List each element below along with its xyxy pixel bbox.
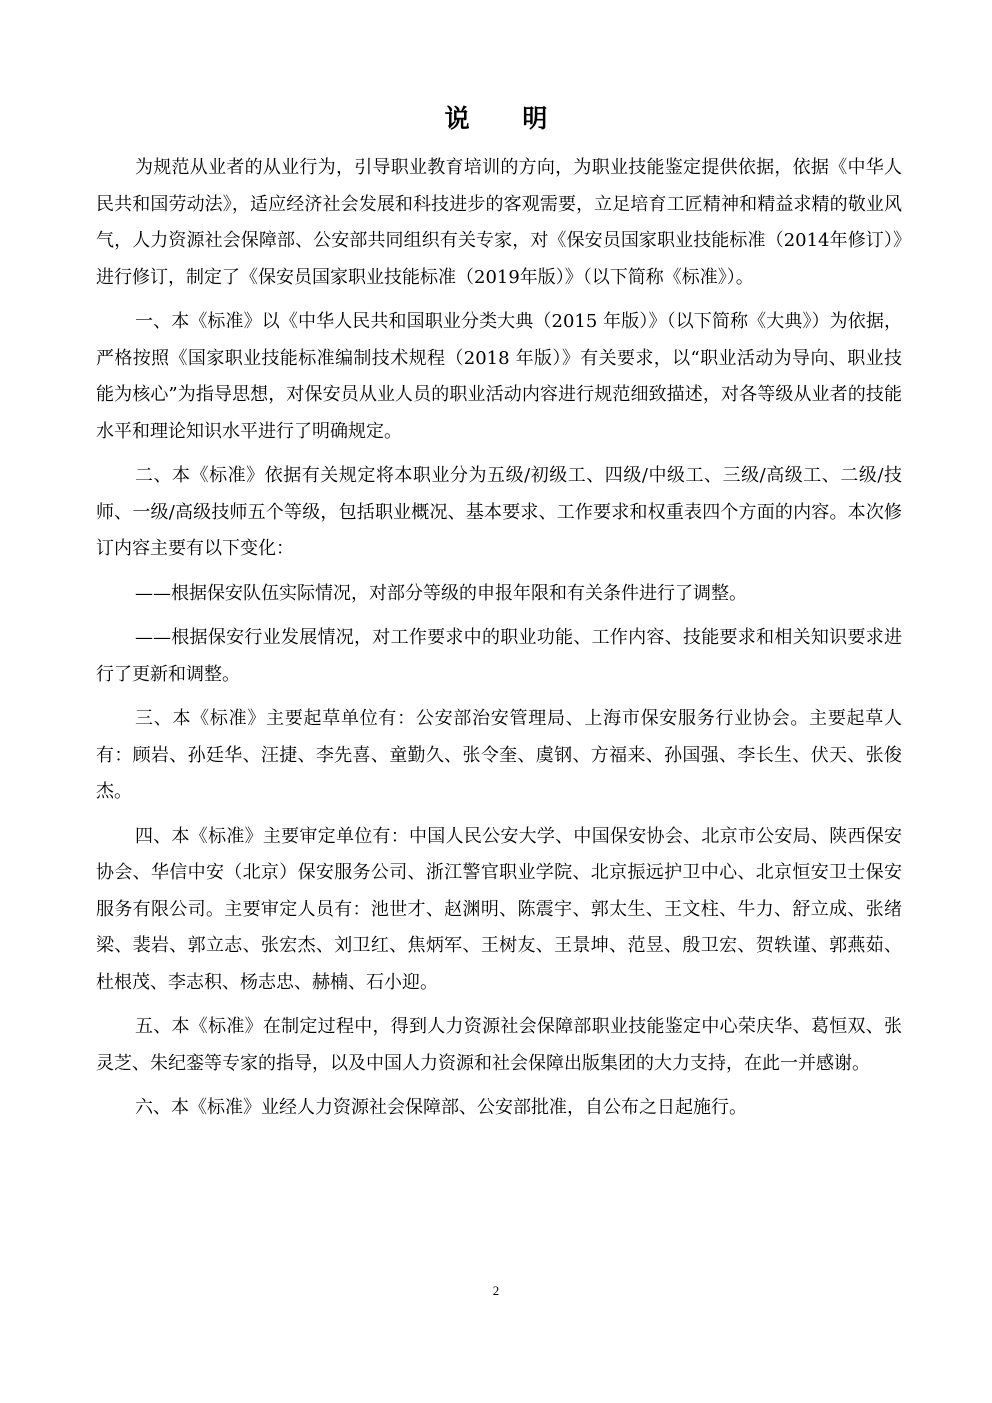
section-two-paragraph: 二、本《标准》依据有关规定将本职业分为五级/初级工、四级/中级工、三级/高级工、二级/技师、一级/高级技师五个等级，包括职业概况、基本要求、工作要求和权重表四个方面的内容。本次修订内容主要有以下变化：: [96, 465, 902, 559]
intro-paragraph: 为规范从业者的从业行为，引导职业教育培训的方向，为职业技能鉴定提供依据，依据《中华人民共和国劳动法》，适应经济社会发展和科技进步的客观需要，立足培育工匠精神和精益求精的敬业风气，人力资源社会保障部、公安部共同组织有关专家，对《保安员国家职业技能标准（2014年修订）》进行修订，制定了《保安员国家职业技能标准（2019年版）》（以下简称《标准》）。: [96, 157, 902, 288]
change-item-1: ——根据保安队伍实际情况，对部分等级的申报年限和有关条件进行了调整。: [135, 582, 747, 604]
section-six-paragraph: 六、本《标准》业经人力资源社会保障部、公安部批准，自公布之日起施行。: [135, 1097, 747, 1118]
section-five-paragraph: 五、本《标准》在制定过程中，得到人力资源社会保障部职业技能鉴定中心荣庆华、葛恒双、张灵芝、朱纪銮等专家的指导，以及中国人力资源和社会保障出版集团的大力支持，在此一并感谢。: [96, 1016, 902, 1074]
section-one-paragraph: 一、本《标准》以《中华人民共和国职业分类大典（2015 年版）》（以下简称《大典》）为依据，严格按照《国家职业技能标准编制技术规程（2018 年版）》有关要求，以“职业活动为导向、职业技能为核心”为指导思想，对保安员从业人员的职业活动内容进行规范细致描述，对各等级从业者的技能水平和理论知识水平进行了明确规定。: [96, 311, 902, 442]
change-item-2: ——根据保安行业发展情况，对工作要求中的职业功能、工作内容、技能要求和相关知识要求进行了更新和调整。: [96, 627, 902, 685]
document-body: [96, 150, 902, 1135]
page-title: 说 明: [444, 104, 570, 133]
section-three-paragraph: 三、本《标准》主要起草单位有：公安部治安管理局、上海市保安服务行业协会。主要起草人有：顾岩、孙廷华、汪捷、李先喜、童勤久、张令奎、虞钢、方福来、孙国强、李长生、伏天、张俊杰。: [96, 708, 902, 802]
section-four-paragraph: 四、本《标准》主要审定单位有：中国人民公安大学、中国保安协会、北京市公安局、陕西保安协会、华信中安（北京）保安服务公司、浙江警官职业学院、北京振远护卫中心、北京恒安卫士保安服务有限公司。主要审定人员有：池世才、赵渊明、陈震宇、郭太生、王文柱、牛力、舒立成、张绪梁、裴岩、郭立志、张宏杰、刘卫红、焦炳军、王树友、王景坤、范昱、殷卫宏、贺轶谨、郭燕茹、杜根茂、李志积、杨志忠、赫楠、石小迎。: [96, 825, 902, 993]
page-number: 2: [492, 1283, 500, 1298]
